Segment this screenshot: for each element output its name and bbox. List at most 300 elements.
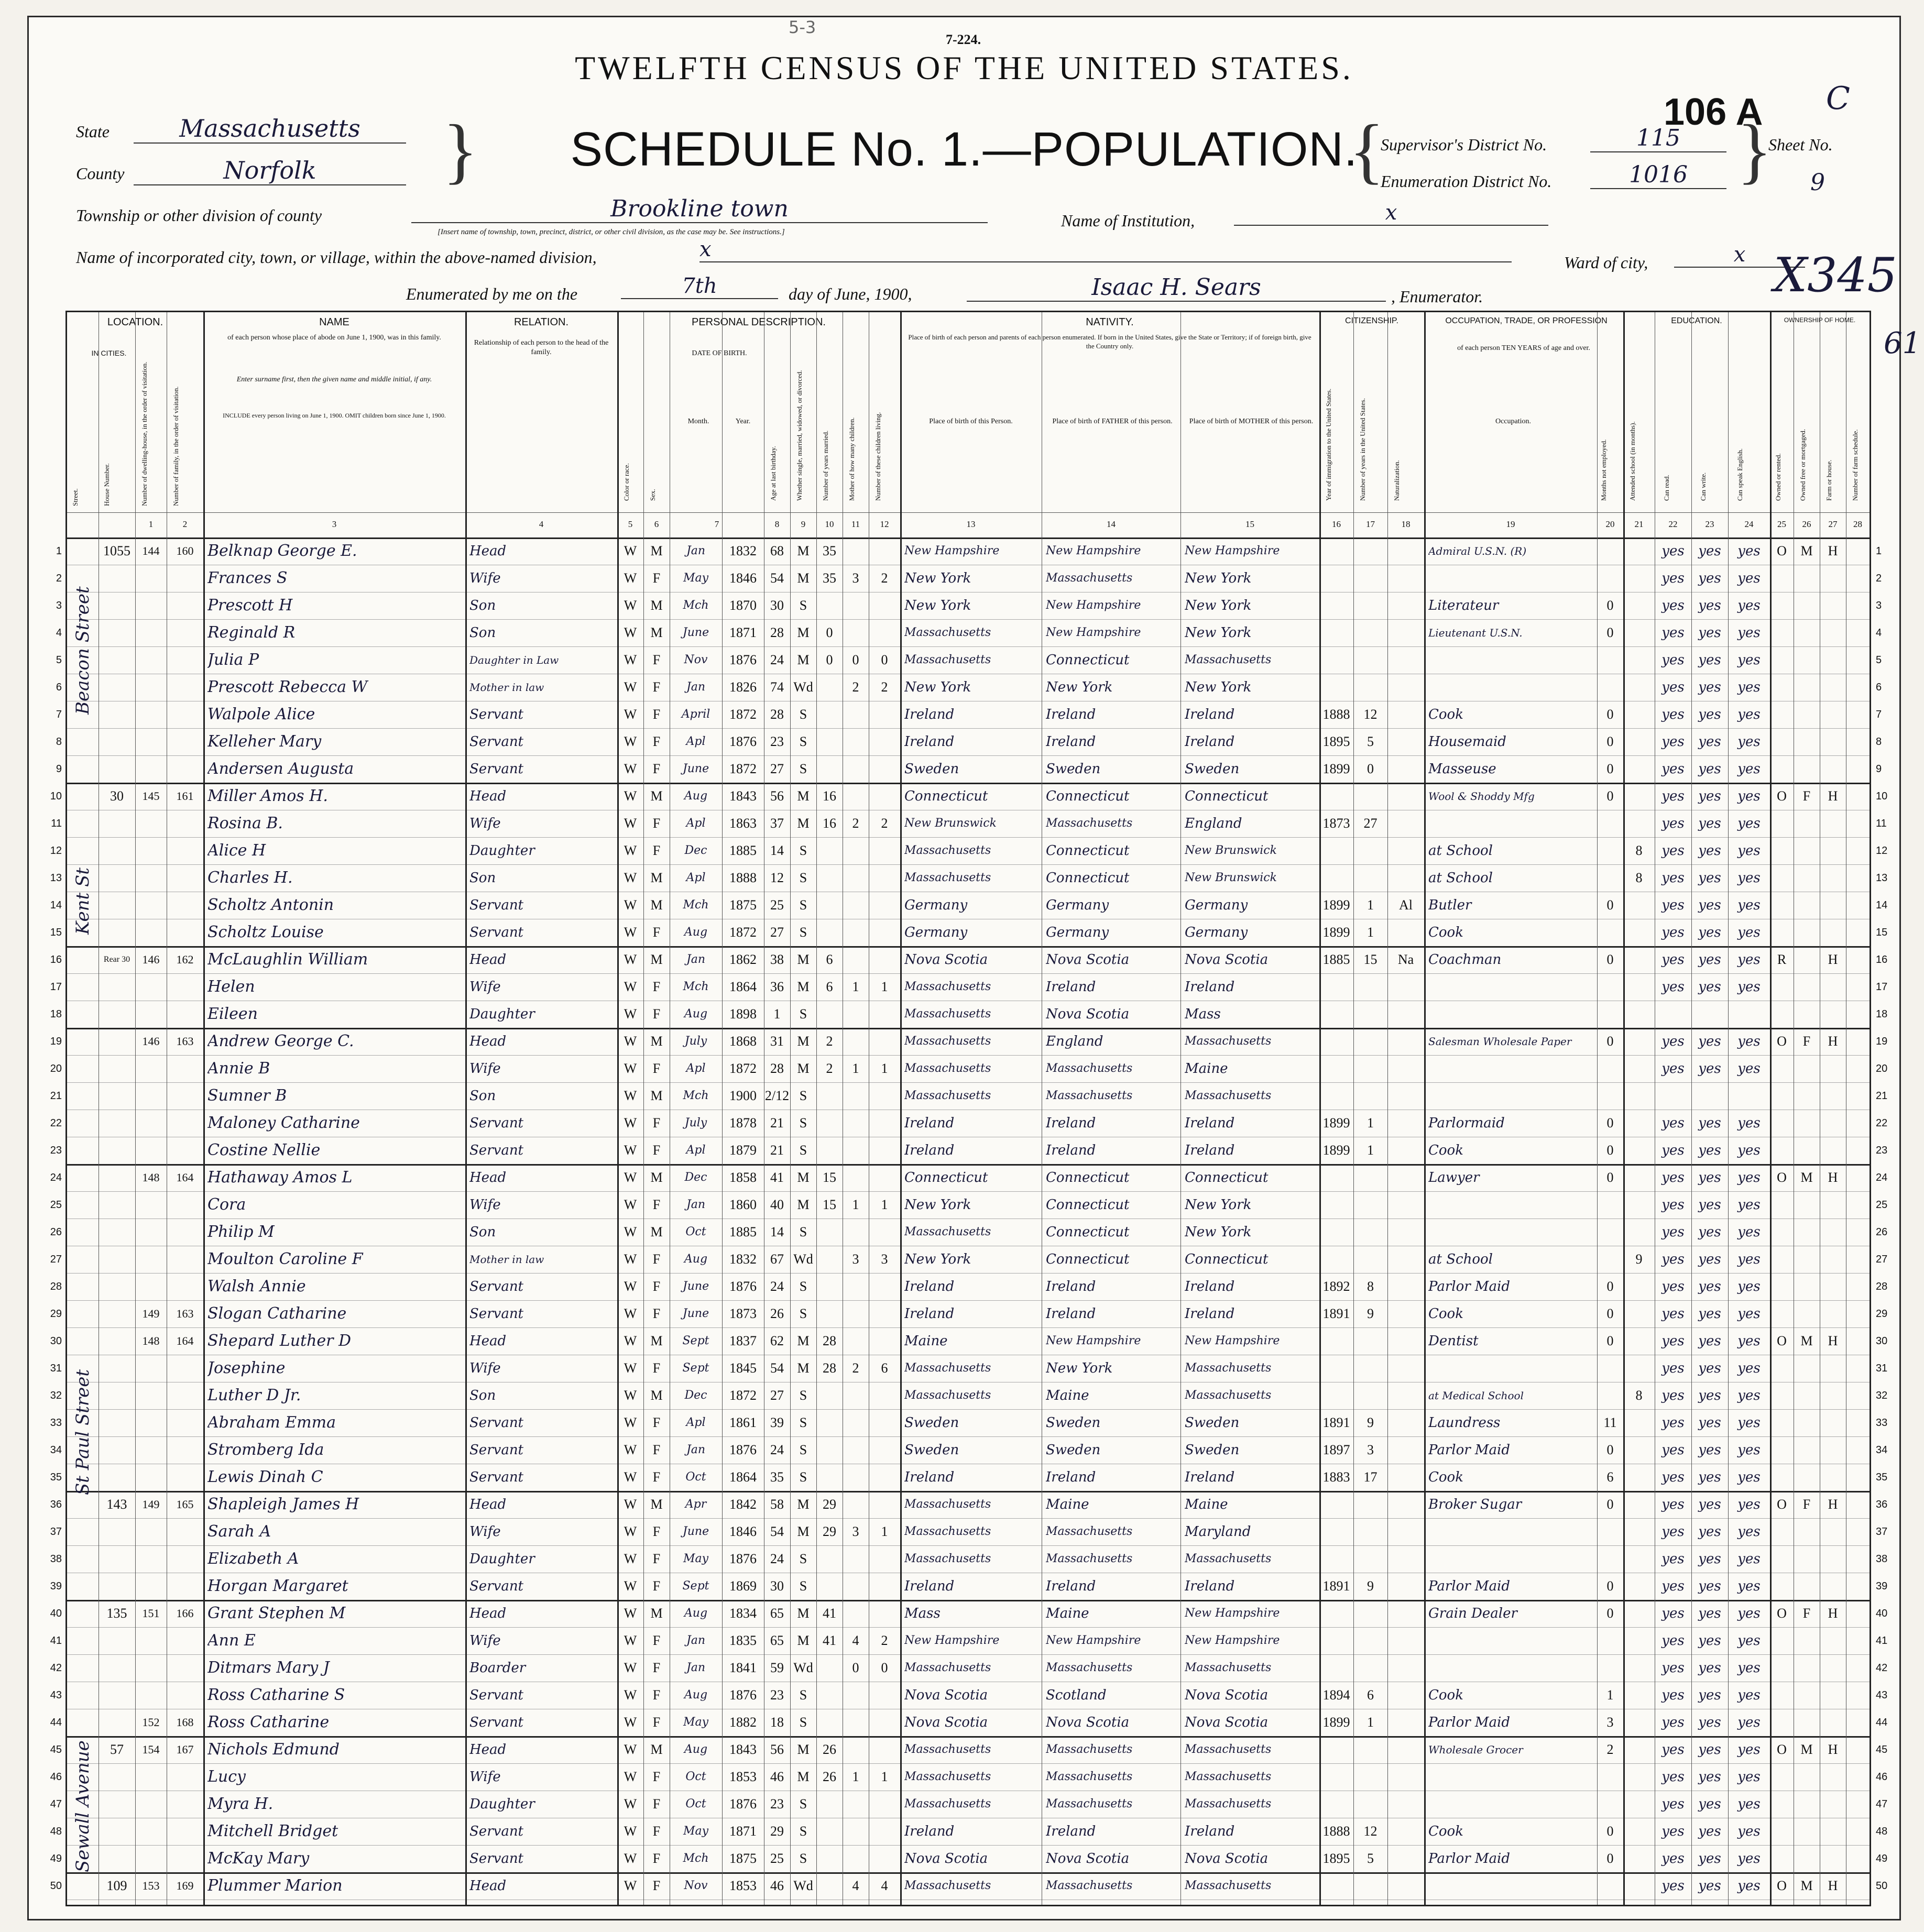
cell-age: 23	[770, 734, 784, 749]
cell-mar: M	[797, 570, 810, 586]
cell-liv: 1	[881, 1197, 888, 1212]
cell-own: O	[1777, 788, 1787, 804]
cell-name: Hathaway Amos L	[207, 1168, 353, 1187]
cell-year: 1868	[729, 1034, 757, 1049]
cell-pobf: Connecticut	[1046, 1224, 1130, 1240]
cell-mar: S	[799, 870, 807, 885]
cell-fam: 166	[176, 1607, 194, 1620]
cell-age: 12	[770, 870, 784, 885]
cell-unemp: 0	[1606, 1306, 1614, 1321]
table-row	[50, 1409, 1888, 1437]
cell-year: 1853	[729, 1769, 757, 1784]
line-number-left: 50	[50, 1880, 62, 1892]
cell-pobm: Connecticut	[1185, 1170, 1269, 1185]
cell-read: yes	[1661, 734, 1685, 750]
cell-month: May	[683, 1716, 709, 1729]
mother-of-hdr: Mother of how many children.	[848, 417, 856, 501]
column-number: 7	[714, 519, 719, 529]
cell-pobm: New York	[1185, 679, 1252, 695]
cell-year: 1882	[729, 1715, 757, 1730]
cell-month: June	[682, 1525, 709, 1538]
column-number: 25	[1777, 519, 1786, 529]
cell-name: Miller Amos H.	[207, 787, 328, 805]
cell-occ: Admiral U.S.N. (R)	[1428, 545, 1527, 557]
column-rule	[790, 312, 791, 1905]
cell-occ: Cook	[1428, 1824, 1463, 1839]
cell-unemp: 0	[1606, 1442, 1614, 1457]
cell-write: yes	[1698, 897, 1721, 913]
cell-pobm: Nova Scotia	[1185, 952, 1269, 968]
cell-pobf: Ireland	[1046, 734, 1096, 750]
cell-rel: Son	[469, 598, 496, 613]
cell-pobf: Connecticut	[1046, 870, 1130, 886]
line-number-left: 28	[50, 1281, 62, 1292]
cell-free: M	[1800, 1170, 1813, 1185]
column-number: 17	[1366, 519, 1375, 529]
supervisor-label: Supervisor's District No.	[1381, 135, 1547, 154]
cell-speak: yes	[1737, 1687, 1761, 1703]
line-number-left: 24	[50, 1172, 62, 1183]
cell-year: 1875	[729, 1851, 757, 1866]
cell-pob: New York	[904, 1252, 971, 1267]
line-number-left: 33	[50, 1417, 62, 1429]
cell-month: June	[682, 1280, 709, 1293]
cell-sch: 9	[1635, 1252, 1643, 1267]
cell-mar: M	[797, 1497, 810, 1512]
cell-write: yes	[1698, 1469, 1721, 1485]
cell-year: 1842	[729, 1497, 757, 1512]
cell-name: Mitchell Bridget	[207, 1822, 338, 1840]
line-number-right: 1	[1876, 545, 1882, 557]
cell-mar: M	[797, 1606, 810, 1621]
cell-read: yes	[1661, 1878, 1685, 1894]
cell-own: O	[1777, 543, 1787, 558]
cell-speak: yes	[1737, 1633, 1761, 1649]
cell-pob: New York	[904, 598, 971, 613]
cell-rel: Daughter	[469, 843, 535, 859]
cell-house: 57	[110, 1742, 124, 1757]
cell-yus: 17	[1363, 1469, 1378, 1485]
cell-ym: 6	[826, 952, 833, 967]
cell-speak: yes	[1737, 598, 1761, 613]
cell-unemp: 0	[1606, 707, 1614, 722]
cell-yus: 1	[1367, 925, 1374, 940]
cell-sex: M	[650, 1034, 663, 1049]
cell-dw: 152	[142, 1716, 160, 1729]
cell-ym: 35	[823, 570, 836, 586]
cell-pob: Massachusetts	[904, 980, 991, 993]
cell-rel: Servant	[469, 707, 524, 722]
cell-year: 1869	[729, 1578, 757, 1594]
cell-imm: 1891	[1322, 1306, 1350, 1321]
cell-read: yes	[1661, 1306, 1685, 1322]
cell-rel: Head	[469, 1606, 507, 1621]
census-grid	[50, 311, 1888, 1906]
cell-mar: S	[799, 1088, 807, 1103]
cell-pobm: England	[1185, 816, 1242, 831]
cell-sex: F	[652, 1578, 661, 1594]
cell-pobm: Massachusetts	[1185, 1743, 1272, 1756]
cell-pob: Ireland	[904, 734, 955, 750]
cell-pobf: Ireland	[1046, 1143, 1096, 1158]
cell-mar: S	[799, 843, 807, 858]
cell-name: Grant Stephen M	[207, 1604, 346, 1622]
cell-mar: S	[799, 1796, 807, 1812]
cell-ym: 15	[823, 1170, 836, 1185]
column-rule	[465, 312, 467, 1905]
cell-house: 1055	[103, 543, 130, 558]
cell-pobf: Connecticut	[1046, 1252, 1130, 1267]
cell-year: 1888	[729, 870, 757, 885]
cell-pob: Ireland	[904, 1824, 955, 1839]
cell-name: Prescott Rebecca W	[207, 678, 368, 696]
cell-imm: 1883	[1322, 1469, 1350, 1485]
cell-imm: 1892	[1322, 1279, 1350, 1294]
cell-pob: Massachusetts	[904, 1062, 991, 1075]
cell-age: 35	[770, 1469, 784, 1485]
line-number-right: 40	[1876, 1608, 1888, 1619]
column-number: 1	[148, 519, 154, 529]
cell-dw: 148	[142, 1171, 160, 1184]
cell-color: W	[624, 816, 637, 831]
city-label: Name of incorporated city, town, or village, within the above-named division,	[76, 248, 597, 267]
cell-farm: H	[1828, 1333, 1838, 1348]
cell-age: 58	[770, 1497, 784, 1512]
cell-read: yes	[1661, 1497, 1685, 1512]
cell-sex: F	[652, 1415, 661, 1430]
line-number-left: 20	[50, 1063, 62, 1074]
cell-year: 1832	[729, 543, 757, 558]
farm-hdr: Farm or house.	[1825, 459, 1833, 501]
cell-year: 1846	[729, 1524, 757, 1539]
cell-pobf: New York	[1046, 1360, 1113, 1376]
cell-own: R	[1777, 952, 1787, 967]
cell-pobm: Ireland	[1185, 1824, 1235, 1839]
marital-hdr: Whether single, married, widowed, or divorced.	[795, 370, 803, 501]
line-number-left: 17	[50, 981, 62, 993]
table-row	[50, 1709, 1888, 1738]
line-number-left: 36	[50, 1499, 62, 1510]
cell-read: yes	[1661, 1061, 1685, 1077]
cell-color: W	[624, 761, 637, 776]
cell-read: yes	[1661, 925, 1685, 940]
cell-occ: Lieutenant U.S.N.	[1428, 627, 1523, 639]
cell-color: W	[624, 1061, 637, 1076]
cell-speak: yes	[1737, 1606, 1761, 1621]
cell-pobf: Ireland	[1046, 979, 1096, 995]
write-hdr: Can write.	[1699, 472, 1707, 501]
column-number: 24	[1744, 519, 1754, 529]
cell-color: W	[624, 1606, 637, 1621]
cell-sex: F	[652, 1006, 661, 1022]
cell-own: O	[1777, 1606, 1787, 1621]
line-number-left: 23	[50, 1145, 62, 1156]
cell-imm: 1894	[1322, 1687, 1350, 1703]
cell-name: Luther D Jr.	[207, 1386, 301, 1404]
cell-sex: F	[652, 1769, 661, 1784]
table-row	[50, 1545, 1888, 1573]
cell-rel: Daughter	[469, 1006, 535, 1022]
cell-sex: F	[652, 1469, 661, 1485]
cell-mo: 4	[852, 1633, 859, 1648]
cell-month: Dec	[684, 844, 707, 857]
cell-rel: Head	[469, 1497, 507, 1512]
cell-imm: 1899	[1322, 761, 1350, 776]
cell-month: Aug	[684, 1007, 708, 1020]
cell-pobf: Connecticut	[1046, 652, 1130, 668]
cell-write: yes	[1698, 1633, 1721, 1649]
cell-color: W	[624, 979, 637, 994]
cell-month: Sept	[682, 1334, 709, 1347]
cell-pobm: Sweden	[1185, 761, 1240, 777]
cell-rel: Head	[469, 952, 507, 968]
cell-rel: Head	[469, 788, 507, 804]
cell-name: Costine Nellie	[207, 1141, 321, 1159]
sheet-label: Sheet No.	[1768, 135, 1833, 154]
cell-month: Apl	[686, 1416, 706, 1429]
table-row	[50, 1600, 1888, 1628]
cell-mar: S	[799, 1143, 807, 1158]
table-row	[50, 1464, 1888, 1492]
cell-name: Frances S	[207, 569, 288, 587]
group-education: EDUCATION.	[1671, 316, 1722, 325]
cell-color: W	[624, 1742, 637, 1757]
cell-age: 39	[770, 1415, 784, 1430]
line-number-right: 12	[1876, 845, 1888, 857]
group-citizenship: CITIZENSHIP.	[1345, 316, 1398, 325]
line-number-left: 42	[50, 1662, 62, 1674]
supervisor-value: 115	[1590, 125, 1726, 152]
cell-mar: M	[797, 1034, 810, 1049]
line-number-right: 36	[1876, 1499, 1888, 1510]
cell-pob: Connecticut	[904, 788, 988, 804]
column-number: 16	[1332, 519, 1341, 529]
cell-sex: F	[652, 707, 661, 722]
cell-pobf: Connecticut	[1046, 1170, 1130, 1185]
cell-month: Mch	[683, 1852, 709, 1865]
cell-write: yes	[1698, 979, 1721, 995]
line-number-left: 46	[50, 1771, 62, 1783]
cell-color: W	[624, 1088, 637, 1103]
cell-occ: Cook	[1428, 1469, 1463, 1485]
cell-write: yes	[1698, 1170, 1721, 1185]
cell-pobm: Massachusetts	[1185, 1089, 1272, 1102]
free-hdr: Owned free or mortgaged.	[1799, 429, 1807, 501]
brace-right-open: {	[1349, 110, 1385, 191]
table-row	[50, 1763, 1888, 1791]
cell-color: W	[624, 952, 637, 967]
cell-sex: F	[652, 1851, 661, 1866]
cell-pobf: Nova Scotia	[1046, 952, 1130, 968]
cell-yus: 1	[1367, 897, 1374, 913]
cell-pobf: Connecticut	[1046, 843, 1130, 859]
cell-write: yes	[1698, 1715, 1721, 1730]
cell-age: 62	[770, 1333, 784, 1348]
cell-sex: F	[652, 1360, 661, 1376]
cell-pobf: Maine	[1046, 1388, 1089, 1403]
cell-imm: 1888	[1322, 1824, 1350, 1839]
cell-farm: H	[1828, 1034, 1838, 1049]
cell-sex: M	[650, 1497, 663, 1512]
line-number-left: 31	[50, 1363, 62, 1374]
cell-year: 1841	[729, 1660, 757, 1675]
cell-rel: Head	[469, 1742, 507, 1758]
cell-mar: S	[799, 1006, 807, 1022]
cell-month: Aug	[684, 926, 708, 939]
cell-pobm: Massachusetts	[1185, 1362, 1272, 1375]
pob-mother: Place of birth of MOTHER of this person.	[1189, 418, 1314, 425]
occupation-desc: of each person TEN YEARS of age and over.	[1457, 344, 1590, 352]
cell-month: Apl	[686, 735, 706, 748]
cell-sch: 8	[1635, 1388, 1643, 1403]
cell-speak: yes	[1737, 870, 1761, 886]
cell-unemp: 2	[1606, 1742, 1614, 1757]
cell-name: Kelleher Mary	[207, 732, 322, 751]
cell-rel: Wife	[469, 1197, 501, 1213]
cell-occ: Parlor Maid	[1428, 1851, 1510, 1867]
column-number: 10	[825, 519, 834, 529]
cell-pobm: Nova Scotia	[1185, 1715, 1269, 1730]
cell-year: 1864	[729, 1469, 757, 1485]
cell-write: yes	[1698, 952, 1721, 968]
cell-mar: M	[797, 1524, 810, 1539]
table-row	[50, 892, 1888, 919]
cell-name: Stromberg Ida	[207, 1441, 324, 1459]
cell-read: yes	[1661, 788, 1685, 804]
column-rule	[816, 312, 817, 1905]
column-rule	[1424, 312, 1426, 1905]
cell-pobm: New Brunswick	[1185, 871, 1277, 884]
cell-name: Maloney Catharine	[207, 1114, 360, 1132]
cell-month: Jan	[686, 1661, 706, 1674]
cell-dw: 149	[142, 1307, 160, 1320]
cell-write: yes	[1698, 1660, 1721, 1676]
cell-year: 1872	[729, 925, 757, 940]
cell-own: O	[1777, 1170, 1787, 1185]
line-number-right: 11	[1876, 818, 1887, 829]
cell-pobm: Massachusetts	[1185, 1661, 1272, 1674]
cell-occ: Parlor Maid	[1428, 1442, 1510, 1458]
cell-rel: Servant	[469, 1415, 524, 1431]
table-row	[50, 1382, 1888, 1410]
line-number-left: 16	[50, 954, 62, 965]
cell-sex: F	[652, 1442, 661, 1457]
cell-age: 36	[770, 979, 784, 994]
cell-pob: Massachusetts	[904, 1089, 991, 1102]
cell-year: 1898	[729, 1006, 757, 1022]
cell-write: yes	[1698, 1796, 1721, 1812]
cell-rel: Wife	[469, 979, 501, 995]
column-rule	[1597, 312, 1598, 1905]
cell-mo: 3	[852, 1252, 859, 1267]
cell-speak: yes	[1737, 1333, 1761, 1349]
cell-speak: yes	[1737, 707, 1761, 722]
cell-speak: yes	[1737, 979, 1761, 995]
cell-name: Eileen	[207, 1005, 258, 1023]
table-row	[50, 1736, 1888, 1764]
line-number-right: 46	[1876, 1771, 1888, 1783]
cell-month: Jan	[686, 544, 706, 557]
cell-sex: F	[652, 1143, 661, 1158]
cell-speak: yes	[1737, 1061, 1761, 1077]
cell-age: 21	[770, 1143, 784, 1158]
cell-year: 1876	[729, 1551, 757, 1566]
cell-year: 1876	[729, 1796, 757, 1812]
street-hdr: Street.	[71, 488, 79, 506]
cell-pobm: Ireland	[1185, 1143, 1235, 1158]
line-number-left: 9	[56, 763, 62, 775]
cell-speak: yes	[1737, 1497, 1761, 1512]
county-label: County	[76, 164, 125, 183]
cell-mar: S	[799, 1687, 807, 1703]
cell-speak: yes	[1737, 1578, 1761, 1594]
column-rule	[1180, 312, 1181, 1905]
cell-fam: 161	[176, 789, 194, 803]
cell-sex: F	[652, 816, 661, 831]
cell-dw: 145	[142, 789, 160, 803]
cell-pobf: New Hampshire	[1046, 1334, 1141, 1347]
cell-house: Rear 30	[103, 955, 130, 964]
cell-sex: F	[652, 979, 661, 994]
cell-year: 1835	[729, 1633, 757, 1648]
line-number-right: 48	[1876, 1826, 1888, 1837]
line-number-left: 37	[50, 1526, 62, 1538]
cell-write: yes	[1698, 788, 1721, 804]
cell-mar: S	[799, 1415, 807, 1430]
column-number-row	[67, 512, 1870, 538]
cell-ym: 29	[823, 1524, 836, 1539]
cell-unemp: 0	[1606, 625, 1614, 640]
column-number: 19	[1506, 519, 1515, 529]
column-number: 21	[1634, 519, 1644, 529]
table-row	[50, 1573, 1888, 1601]
cell-month: Jan	[686, 1443, 706, 1456]
cell-free: M	[1800, 1333, 1813, 1348]
census-sheet	[27, 16, 1921, 1920]
cell-pobm: Ireland	[1185, 1578, 1235, 1594]
cell-write: yes	[1698, 598, 1721, 613]
cell-unemp: 1	[1606, 1687, 1614, 1703]
cell-read: yes	[1661, 870, 1685, 886]
cell-name: Helen	[207, 978, 255, 996]
ward-value: x	[1674, 243, 1805, 268]
cell-read: yes	[1661, 598, 1685, 613]
cell-ym: 28	[823, 1360, 836, 1376]
cell-speak: yes	[1737, 1388, 1761, 1403]
cell-mar: M	[797, 1360, 810, 1376]
table-row	[50, 1055, 1888, 1083]
living-hdr: Number of these children living.	[874, 412, 882, 501]
page-number: 106 A	[1664, 91, 1763, 133]
line-number-right: 22	[1876, 1117, 1888, 1129]
cell-month: Aug	[684, 1743, 708, 1756]
cell-mar: S	[799, 598, 807, 613]
cell-pob: Massachusetts	[904, 1007, 991, 1020]
farm-schedule-hdr: Number of farm schedule.	[1851, 429, 1859, 501]
cell-speak: yes	[1737, 570, 1761, 586]
cell-age: 25	[770, 1851, 784, 1866]
cell-yus: 9	[1367, 1306, 1374, 1321]
cell-sex: F	[652, 1796, 661, 1812]
cell-year: 1846	[729, 570, 757, 586]
cell-age: 28	[770, 707, 784, 722]
cell-pobm: Massachusetts	[1185, 1552, 1272, 1565]
column-number: 28	[1853, 519, 1862, 529]
cell-house: 135	[106, 1606, 127, 1621]
cell-name: Lucy	[207, 1768, 246, 1786]
cell-year: 1875	[729, 897, 757, 913]
cell-ym: 41	[823, 1633, 836, 1648]
